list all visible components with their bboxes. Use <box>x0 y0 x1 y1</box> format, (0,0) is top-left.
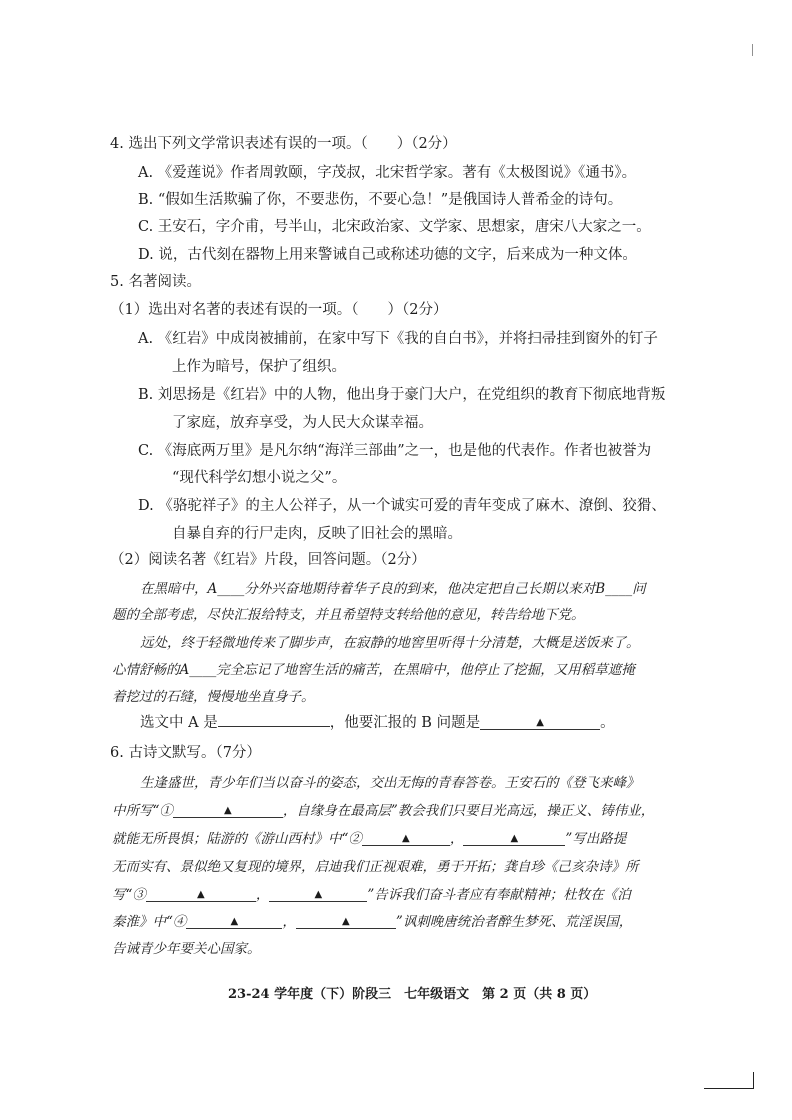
blank-4a[interactable] <box>186 914 282 929</box>
q6-line-4: 无而实有、景似绝又复现的境界，启迪我们正视艰难，勇于开拓；龚自珍《己亥杂诗》所 <box>112 859 639 875</box>
blank-3a[interactable] <box>146 887 256 902</box>
triangle-icon: ▲ <box>230 916 239 927</box>
q5-option-d-line1: D. 《骆驼祥子》的主人公祥子，从一个诚实可爱的青年变成了麻木、潦倒、狡猾、 <box>138 498 666 514</box>
q6-line-3-text-c: ”写出路提 <box>565 831 627 847</box>
q4-option-c: C. 王安石，字介甫，号半山，北宋政治家、文学家、思想家，唐宋八大家之一。 <box>138 219 651 235</box>
answer-blank-b[interactable] <box>480 715 600 730</box>
q6-line-6-text-a: 秦淮》中“④ <box>112 914 187 930</box>
q6-line-3-text-a: 就能无所畏惧；陆游的《游山西村》中“② <box>112 831 362 847</box>
blank-2a[interactable] <box>362 831 450 846</box>
blank-4b[interactable] <box>296 914 396 929</box>
passage-line-1: 在黑暗中，A____分外兴奋地期待着华子良的到来，他决定把自己长期以来对B____问 <box>140 581 646 597</box>
q5-answer-line <box>140 711 615 732</box>
passage-line-3: 远处，终于轻微地传来了脚步声，在寂静的地窖里听得十分清楚，大概是送饭来了。 <box>140 635 640 651</box>
q6-line-5 <box>112 883 631 903</box>
q6-line-2 <box>112 799 654 819</box>
answer-mid: ，他要汇报的 B 问题是 <box>329 715 481 731</box>
triangle-icon: ▲ <box>197 889 205 900</box>
answer-blank-a[interactable] <box>218 712 330 727</box>
passage-line-4: 心情舒畅的A____完全忘记了地窖生活的痛苦，在黑暗中，他停止了挖掘，又用稻草遮掩 <box>112 662 635 678</box>
scan-edge-dot <box>752 44 753 56</box>
q5-option-c-line1: C. 《海底两万里》是凡尔纳“海洋三部曲”之一，也是他的代表作。作者也被誉为 <box>138 443 652 459</box>
blank-2b[interactable] <box>463 831 565 846</box>
triangle-icon: ▲ <box>224 805 232 816</box>
q6-line-5-text-a: 写“③ <box>112 887 146 903</box>
q5-sub2-stem: （2）阅读名著《红岩》片段，回答问题。（2分） <box>110 552 426 568</box>
q5-option-a-line2: 上作为暗号，保护了组织。 <box>172 359 346 375</box>
q6-line-6 <box>112 910 632 930</box>
q6-line-3-text-b: ， <box>449 831 464 847</box>
q5-option-d-line2: 自暴自弃的行尸走肉，反映了旧社会的黑暗。 <box>172 526 462 542</box>
q5-stem: 5. 名著阅读。 <box>110 274 201 290</box>
scan-edge-line <box>753 1072 754 1089</box>
q6-line-2-text-a: 中所写“① <box>112 803 173 819</box>
passage-line-2: 题的全部考虑，尽快汇报给特支，并且希望特支转给他的意见，转告给地下党。 <box>112 607 585 623</box>
q5-sub1-stem: （1）选出对名著的表述有误的一项。（ ）（2分） <box>110 302 448 318</box>
q6-line-2-text-b: ，自缘身在最高层”教会我们只要目光高远，操正义、铸伟业， <box>282 803 655 819</box>
q5-option-c-line2: “现代科学幻想小说之父”。 <box>172 470 347 486</box>
q6-line-7: 告诫青少年要关心国家。 <box>112 941 261 957</box>
q4-option-b: B. “假如生活欺骗了你，不要悲伤，不要心急！”是俄国诗人普希金的诗句。 <box>138 192 623 208</box>
q4-option-a: A. 《爱莲说》作者周敦颐，字茂叔，北宋哲学家。著有《太极图说》《通书》。 <box>138 165 637 181</box>
blank-3b[interactable] <box>269 887 367 902</box>
triangle-icon: ▲ <box>536 717 544 728</box>
q6-stem: 6. 古诗文默写。（7分） <box>110 745 261 761</box>
q4-option-d: D. 说，古代刻在器物上用来警诫自己或称述功德的文字，后来成为一种文体。 <box>138 247 637 263</box>
triangle-icon: ▲ <box>402 833 410 844</box>
triangle-icon: ▲ <box>342 916 350 927</box>
passage-line-5: 着挖过的石缝，慢慢地坐直身子。 <box>112 689 315 705</box>
q6-line-1: 生逢盛世，青少年们当以奋斗的姿态，交出无悔的青春答卷。王安石的《登飞来峰》 <box>140 775 640 791</box>
q5-option-a-line1: A. 《红岩》中成岗被捕前，在家中写下《我的自白书》，并将扫帚挂到窗外的钉子 <box>138 331 658 347</box>
q6-line-3 <box>112 827 626 847</box>
q6-line-5-text-b: ， <box>255 887 270 903</box>
scan-edge-line <box>704 1088 754 1089</box>
q6-line-6-text-c: ”讽刺晚唐统治者醉生梦死、荒淫误国， <box>395 914 633 930</box>
q6-line-5-text-c: ”告诉我们奋斗者应有奉献精神；杜牧在《泊 <box>367 887 631 903</box>
answer-end: 。 <box>600 715 615 731</box>
answer-prefix: 选文中 A 是 <box>140 715 218 731</box>
q5-option-b-line1: B. 刘思扬是《红岩》中的人物，他出身于豪门大户，在党组织的教育下彻底地背叛 <box>138 387 666 403</box>
triangle-icon: ▲ <box>510 833 519 844</box>
blank-1[interactable] <box>173 803 283 818</box>
q6-line-6-text-b: ， <box>282 914 296 930</box>
q4-stem: 4. 选出下列文学常识表述有误的一项。（ ）（2分） <box>110 136 457 152</box>
q5-option-b-line2: 了家庭，放弃享受，为人民大众谋幸福。 <box>172 415 433 431</box>
page-footer: 23-24 学年度（下）阶段三 七年级语文 第 2 页（共 8 页） <box>228 987 597 1002</box>
triangle-icon: ▲ <box>314 889 323 900</box>
